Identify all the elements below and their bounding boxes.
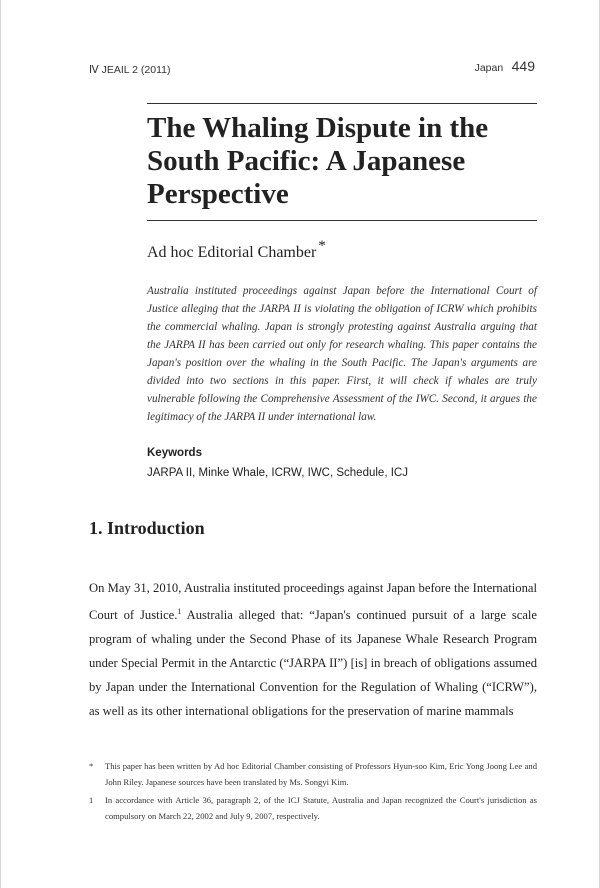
footnote-text: In accordance with Article 36, paragraph 2, of the ICJ Statute, Australia and Japan recognized the Court's jurisdiction as compulsory on March 22, 2002 and July 9, 2007, respectively. bbox=[105, 795, 537, 821]
running-header-right bbox=[475, 58, 535, 76]
footnote-ref-1[interactable]: 1 bbox=[177, 607, 182, 616]
keywords-list: JARPA II, Minke Whale, ICRW, IWC, Schedule, ICJ bbox=[147, 467, 408, 479]
author-line bbox=[147, 238, 326, 262]
footnotes bbox=[89, 758, 537, 826]
keywords-heading: Keywords bbox=[147, 447, 202, 459]
page-number: 449 bbox=[511, 58, 535, 74]
title-rule-bottom bbox=[147, 220, 537, 221]
footnote-item bbox=[89, 758, 537, 790]
footnote-item bbox=[89, 792, 537, 824]
footnote-text: This paper has been written by Ad hoc Editorial Chamber consisting of Professors Hyun-soo Kim, Eric Yong Joong Lee and John Riley. Japanese sources have been translated by Ms. Songyi Kim. bbox=[105, 761, 537, 787]
author-name: Ad hoc Editorial Chamber bbox=[147, 244, 317, 261]
paragraph-text-part1: On May 31, 2010, Australia instituted proceedings against Japan before the International Court of Justice. bbox=[89, 581, 537, 623]
title-rule-top bbox=[147, 103, 537, 104]
running-header-journal: Ⅳ JEAIL 2 (2011) bbox=[89, 64, 171, 76]
footnote-mark: * bbox=[89, 761, 94, 771]
introduction-paragraph bbox=[89, 576, 537, 723]
running-header-section: Japan bbox=[474, 62, 504, 74]
footnote-mark: 1 bbox=[89, 795, 94, 805]
paragraph-text-part2: Australia alleged that: “Japan's continued pursuit of a large scale program of whaling under the Second Phase of its Japanese Whale Research Program under Special Permit in the Antarctic (“JARPA II”) [is] in breach of obligations assumed by Japan under the International Convention for the Regulation of Whaling (“ICRW”), as well as its other international obligations for the preservation of marine mammals bbox=[89, 608, 537, 719]
article-title: The Whaling Dispute in the South Pacific: A Japanese Perspective bbox=[147, 112, 489, 210]
section-heading: 1. Introduction bbox=[89, 518, 205, 538]
author-footnote-mark[interactable]: * bbox=[318, 238, 326, 254]
abstract: Australia instituted proceedings against Japan before the International Court of Justice alleging that the JARPA II is violating the obligation of ICRW which prohibits the commercial whaling. Japan is strongly protesting against Australia arguing that the JARPA II has been carried out only for research whaling. This paper contains the Japan's position over the whaling in the South Pacific. The Japan's arguments are divided into two sections in this paper. First, it will check if whales are truly vulnerable following the Comprehensive Assessment of the IWC. Second, it argues the legitimacy of the JARPA II under international law. bbox=[147, 285, 537, 423]
